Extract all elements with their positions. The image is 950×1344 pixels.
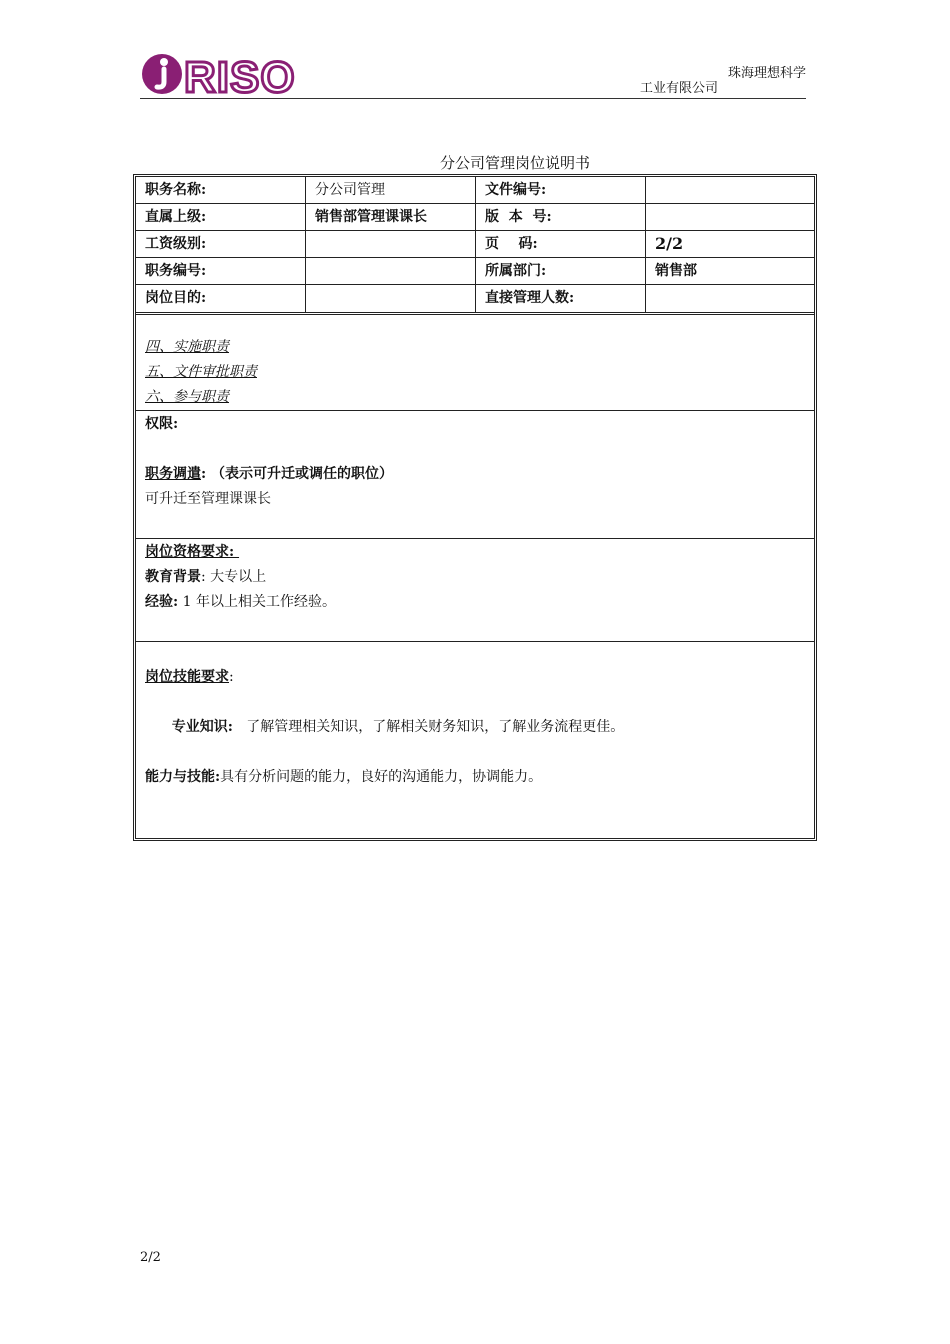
label-job-purpose: 岗位目的:	[136, 285, 306, 312]
education-value: : 大专以上	[201, 569, 267, 585]
skills-heading-line	[145, 665, 805, 690]
authority-label: 权限:	[145, 416, 179, 432]
label-file-number: 文件编号:	[476, 177, 646, 204]
value-version	[646, 204, 814, 231]
ability-value: 具有分析问题的能力，良好的沟通能力，协调能力。	[220, 769, 543, 785]
authority-section	[136, 411, 814, 539]
ability-line	[145, 765, 805, 790]
value-direct-reports	[646, 285, 814, 312]
knowledge-line	[145, 690, 805, 765]
label-direct-reports: 直接管理人数:	[476, 285, 646, 312]
knowledge-value: 了解管理相关知识，了解相关财务知识，了解业务流程更佳。	[232, 719, 625, 735]
transfer-line	[145, 462, 805, 487]
experience-label: 经验:	[145, 594, 179, 610]
company-name	[640, 66, 806, 96]
value-page: 2/2	[646, 231, 814, 258]
label-department: 所属部门:	[476, 258, 646, 285]
qualification-section	[136, 539, 814, 642]
value-supervisor: 销售部管理课课长	[306, 204, 476, 231]
svg-text:RISO: RISO	[184, 53, 296, 98]
label-supervisor: 直属上级:	[136, 204, 306, 231]
value-file-number	[646, 177, 814, 204]
riso-logo	[140, 50, 300, 98]
transfer-label: 职务调遣	[145, 466, 201, 482]
knowledge-label: 专业知识:	[171, 719, 233, 735]
skills-heading-suffix: :	[229, 669, 234, 685]
job-description-form	[133, 174, 817, 841]
label-salary-grade: 工资级别:	[136, 231, 306, 258]
qualification-heading: 岗位资格要求:	[145, 544, 240, 560]
transfer-value: 可升迁至管理课课长	[145, 491, 271, 507]
value-salary-grade	[306, 231, 476, 258]
experience-line	[145, 590, 805, 615]
duties-section	[136, 315, 814, 411]
ability-label: 能力与技能:	[145, 769, 221, 785]
footer-page-number: 2/2	[140, 1250, 161, 1265]
value-department: 销售部	[646, 258, 814, 285]
value-job-number	[306, 258, 476, 285]
experience-value: 1 年以上相关工作经验。	[178, 594, 336, 610]
value-job-title: 分公司管理	[306, 177, 476, 204]
value-job-purpose	[306, 285, 476, 312]
duty-link-approval[interactable]: 五、文件审批职责	[145, 364, 257, 380]
label-version: 版 本 号:	[476, 204, 646, 231]
company-line2: 工业有限公司	[639, 81, 718, 96]
transfer-note: : （表示可升迁或调任的职位）	[201, 466, 394, 482]
label-page: 页 码:	[476, 231, 646, 258]
label-job-number: 职务编号:	[136, 258, 306, 285]
document-title: 分公司管理岗位说明书	[439, 154, 590, 172]
skills-section	[136, 642, 814, 838]
label-job-title: 职务名称:	[136, 177, 306, 204]
duty-link-implementation[interactable]: 四、实施职责	[145, 339, 229, 355]
header-rule	[140, 98, 806, 99]
education-line	[145, 565, 805, 590]
company-line1: 珠海理想科学	[727, 66, 806, 81]
skills-heading: 岗位技能要求	[145, 669, 229, 685]
info-grid	[136, 177, 814, 312]
education-label: 教育背景	[145, 569, 201, 585]
duty-link-participation[interactable]: 六、参与职责	[145, 389, 229, 405]
